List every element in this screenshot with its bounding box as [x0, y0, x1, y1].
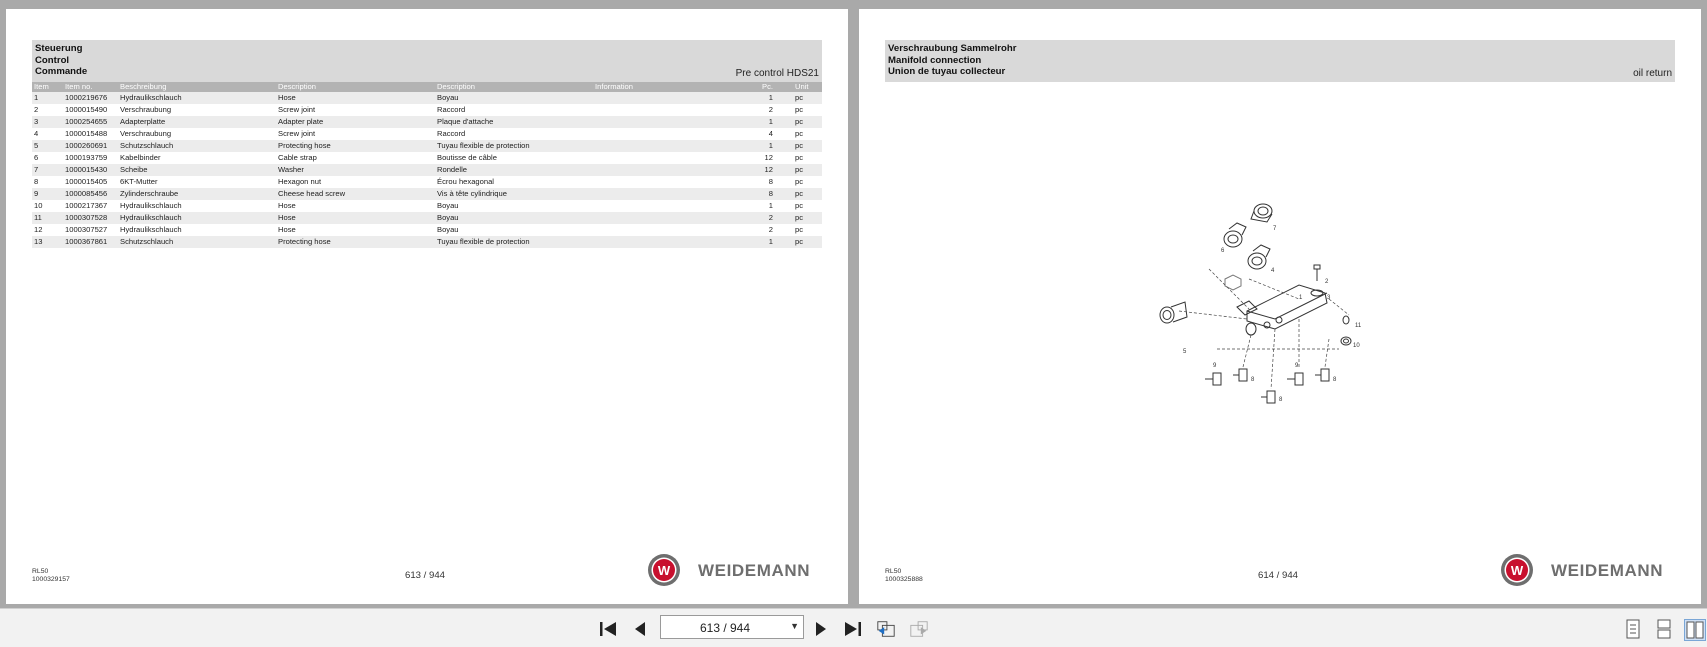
cell-item: 13	[32, 236, 63, 248]
cell-description-fr: Raccord	[437, 129, 466, 138]
cell-description-fr: Vis à tête cylindrique	[435, 188, 593, 200]
table-row	[32, 152, 822, 164]
cell-description-fr: Plaque d'attache	[435, 116, 593, 128]
elbow-right	[1287, 369, 1329, 385]
col-unit: Unit	[793, 82, 822, 92]
fitting-7	[1251, 204, 1272, 222]
go-back-icon	[876, 619, 896, 639]
svg-text:W: W	[1510, 563, 1524, 578]
cell-beschreibung: Adapterplatte	[118, 116, 276, 128]
first-page-button[interactable]	[598, 619, 618, 639]
cell-item-no: 1000367861	[63, 236, 118, 248]
cell-pc: 1	[741, 236, 793, 248]
cell-description-fr: Boyau	[435, 92, 593, 104]
cell-information	[593, 188, 741, 200]
next-page-button[interactable]	[811, 619, 831, 639]
go-forward-icon	[909, 619, 929, 639]
single-page-view-icon	[1625, 619, 1641, 639]
cell-item-no: 1000217367	[65, 201, 108, 210]
table-row	[32, 224, 822, 236]
weidemann-logo	[646, 552, 826, 588]
exploded-parts-diagram	[1149, 189, 1409, 449]
callout-8: 8	[1251, 377, 1255, 383]
cell-description-en: Washer	[276, 164, 435, 176]
cell-pc: 1	[741, 140, 793, 152]
cell-information	[593, 236, 741, 248]
cell-beschreibung: 6KT-Mutter	[120, 177, 158, 186]
col-item: Item	[32, 82, 63, 92]
cell-unit: pc	[793, 116, 822, 128]
cell-item-no: 1000015490	[65, 105, 108, 114]
cell-item-no: 1000260691	[63, 140, 118, 152]
viewer-toolbar	[0, 608, 1707, 647]
cell-description-fr: Boyau	[437, 201, 459, 210]
cell-item: 12	[34, 225, 43, 234]
title-en: Manifold connection	[888, 55, 982, 66]
table-row	[32, 140, 822, 152]
cell-information	[593, 224, 741, 236]
callout-10: 10	[1353, 343, 1360, 349]
continuous-view-button[interactable]	[1654, 619, 1674, 639]
cell-item: 10	[34, 201, 43, 210]
cell-pc: 1	[741, 116, 793, 128]
cell-unit: pc	[793, 164, 822, 176]
cell-unit: pc	[793, 92, 822, 104]
svg-text:WEIDEMANN: WEIDEMANN	[1551, 561, 1664, 580]
table-row	[32, 236, 822, 248]
cell-unit: pc	[793, 140, 822, 152]
cell-beschreibung: Hydraulikschlauch	[118, 212, 276, 224]
two-page-view-icon	[1686, 621, 1704, 639]
table-row	[32, 188, 822, 200]
table-header-row	[32, 82, 822, 92]
cell-description-en: Hose	[276, 212, 435, 224]
last-page-button[interactable]	[843, 619, 863, 639]
next-page-icon	[814, 621, 828, 637]
cell-description-en: Hose	[278, 225, 296, 234]
cell-description-en: Adapter plate	[276, 116, 435, 128]
page-number: 614 / 944	[1258, 570, 1299, 581]
cell-description-en: Screw joint	[278, 105, 316, 114]
cell-pc: 2	[768, 225, 773, 234]
cell-item-no: 1000307528	[63, 212, 118, 224]
cell-description-en: Hose	[276, 92, 435, 104]
cell-item-no: 1000219676	[63, 92, 118, 104]
cell-item: 9	[32, 188, 63, 200]
cell-unit: pc	[793, 236, 822, 248]
cell-information	[593, 104, 741, 116]
cell-item: 6	[34, 153, 39, 162]
previous-page-button[interactable]	[630, 619, 650, 639]
cell-item-no: 1000015488	[65, 129, 108, 138]
cell-information	[593, 200, 741, 212]
cell-description-en: Protecting hose	[276, 140, 435, 152]
cell-beschreibung: Kabelbinder	[120, 153, 161, 162]
title-fr: Union de tuyau collecteur	[888, 66, 1006, 77]
svg-text:W: W	[657, 563, 671, 578]
page-header	[32, 40, 822, 82]
cell-unit: pc	[795, 153, 804, 162]
first-page-icon	[599, 621, 617, 637]
cell-item: 4	[34, 129, 39, 138]
cell-description-fr: Boyau	[435, 212, 593, 224]
cell-description-en: Hose	[278, 201, 296, 210]
page-613	[6, 9, 848, 604]
cell-description-fr: Raccord	[437, 105, 466, 114]
cell-item: 7	[32, 164, 63, 176]
model-name: RL50	[32, 568, 49, 575]
table-row	[32, 164, 822, 176]
callout-2: 2	[1325, 279, 1329, 285]
last-page-icon	[844, 621, 862, 637]
cell-pc: 2	[741, 212, 793, 224]
cell-item: 1	[32, 92, 63, 104]
cell-description-fr: Tuyau flexible de protection	[435, 236, 593, 248]
table-row	[32, 200, 822, 212]
cell-beschreibung: Verschraubung	[120, 105, 172, 114]
document-number: 1000329157	[32, 576, 70, 583]
header-subtitle: oil return	[1633, 68, 1672, 79]
chevron-down-icon[interactable]: ▼	[790, 621, 799, 631]
fitting-6	[1224, 223, 1246, 247]
callout-8c: 8	[1279, 397, 1283, 403]
callout-4: 4	[1271, 268, 1275, 274]
cell-pc: 12	[741, 164, 793, 176]
cell-pc: 1	[741, 92, 793, 104]
cell-unit: pc	[795, 225, 804, 234]
cell-unit: pc	[795, 177, 804, 186]
callout-11: 11	[1355, 323, 1362, 329]
cell-item-no: 1000015405	[65, 177, 108, 186]
cell-pc: 8	[741, 188, 793, 200]
cell-pc: 1	[768, 201, 773, 210]
cell-description-fr: Rondelle	[435, 164, 593, 176]
title-de: Verschraubung Sammelrohr	[888, 43, 1017, 54]
cell-information	[593, 164, 741, 176]
continuous-view-icon	[1656, 619, 1672, 639]
cell-unit: pc	[795, 201, 804, 210]
cell-item-no: 1000307527	[65, 225, 108, 234]
col-beschreibung: Beschreibung	[118, 82, 276, 92]
col-description-en: Description	[276, 82, 435, 92]
cell-information	[593, 212, 741, 224]
page-header	[885, 40, 1675, 82]
cell-item: 8	[34, 177, 39, 186]
go-forward-button[interactable]	[909, 619, 929, 639]
cell-description-fr: Tuyau flexible de protection	[435, 140, 593, 152]
table-row	[32, 176, 822, 188]
table-row	[32, 116, 822, 128]
cell-pc: 12	[764, 153, 773, 162]
cell-item-no: 1000254655	[63, 116, 118, 128]
cell-description-en: Screw joint	[278, 129, 316, 138]
page-number: 613 / 944	[405, 570, 446, 581]
fitting-4	[1248, 245, 1270, 269]
cell-unit: pc	[793, 212, 822, 224]
cell-beschreibung: Scheibe	[118, 164, 276, 176]
cell-beschreibung: Hydraulikschlauch	[118, 92, 276, 104]
table-row	[32, 104, 822, 116]
cell-pc: 2	[768, 105, 773, 114]
cell-beschreibung: Schutzschlauch	[118, 140, 276, 152]
callout-5: 5	[1183, 349, 1187, 355]
cell-beschreibung: Verschraubung	[120, 129, 172, 138]
cell-item-no: 1000085456	[63, 188, 118, 200]
table-row	[32, 212, 822, 224]
svg-text:WEIDEMANN: WEIDEMANN	[698, 561, 811, 580]
callout-1: 1	[1299, 295, 1303, 301]
page-number-input[interactable]	[661, 616, 789, 640]
cell-information	[593, 176, 741, 188]
title-de: Steuerung	[35, 43, 83, 54]
cell-item-no: 1000015430	[63, 164, 118, 176]
two-page-view-button[interactable]	[1684, 619, 1706, 641]
cell-pc: 8	[768, 177, 773, 186]
cell-item-no: 1000193759	[65, 153, 108, 162]
callout-9b: 9	[1295, 363, 1299, 369]
cell-unit: pc	[795, 105, 804, 114]
cell-beschreibung: Schutzschlauch	[118, 236, 276, 248]
callout-6: 6	[1221, 248, 1225, 254]
document-number: 1000325888	[885, 576, 923, 583]
cell-item: 2	[34, 105, 39, 114]
cell-beschreibung: Hydraulikschlauch	[120, 225, 182, 234]
callout-9: 9	[1213, 363, 1217, 369]
cell-information	[593, 140, 741, 152]
cell-beschreibung: Zylinderschraube	[118, 188, 276, 200]
cell-item: 3	[32, 116, 63, 128]
col-pc: Pc.	[741, 82, 793, 92]
cell-information	[593, 92, 741, 104]
cell-description-en: Cable strap	[278, 153, 317, 162]
footer-model	[32, 568, 70, 584]
title-en: Control	[35, 55, 70, 66]
cell-description-fr: Boutisse de câble	[437, 153, 497, 162]
callout-3: 3	[1327, 295, 1331, 301]
cell-information	[593, 152, 741, 164]
cell-description-en: Protecting hose	[276, 236, 435, 248]
table-row	[32, 128, 822, 140]
elbow-left	[1205, 369, 1247, 385]
cell-beschreibung: Hydraulikschlauch	[120, 201, 182, 210]
single-page-view-button[interactable]	[1623, 619, 1643, 639]
callout-8b: 8	[1333, 377, 1337, 383]
cell-description-fr: Boyau	[437, 225, 459, 234]
go-back-button[interactable]	[876, 619, 896, 639]
cell-pc: 4	[768, 129, 773, 138]
parts-table	[32, 82, 822, 248]
title-fr: Commande	[35, 66, 88, 77]
cell-description-fr: Écrou hexagonal	[437, 177, 494, 186]
col-description-fr: Description	[435, 82, 593, 92]
cell-item: 11	[32, 212, 63, 224]
col-item-no: Item no.	[63, 82, 118, 92]
callout-7: 7	[1273, 226, 1277, 232]
table-row	[32, 92, 822, 104]
prev-page-icon	[633, 621, 647, 637]
weidemann-logo	[1499, 552, 1679, 588]
cell-unit: pc	[793, 188, 822, 200]
cell-information	[593, 116, 741, 128]
col-information: Information	[593, 82, 741, 92]
page-614	[859, 9, 1701, 604]
model-name: RL50	[885, 568, 902, 575]
footer-model	[885, 568, 923, 584]
header-subtitle: Pre control HDS21	[735, 68, 819, 79]
cell-information	[593, 128, 741, 140]
cell-description-en: Cheese head screw	[276, 188, 435, 200]
page-number-field[interactable]	[660, 615, 804, 639]
cell-description-en: Hexagon nut	[278, 177, 322, 186]
cell-unit: pc	[795, 129, 804, 138]
cell-item: 5	[32, 140, 63, 152]
